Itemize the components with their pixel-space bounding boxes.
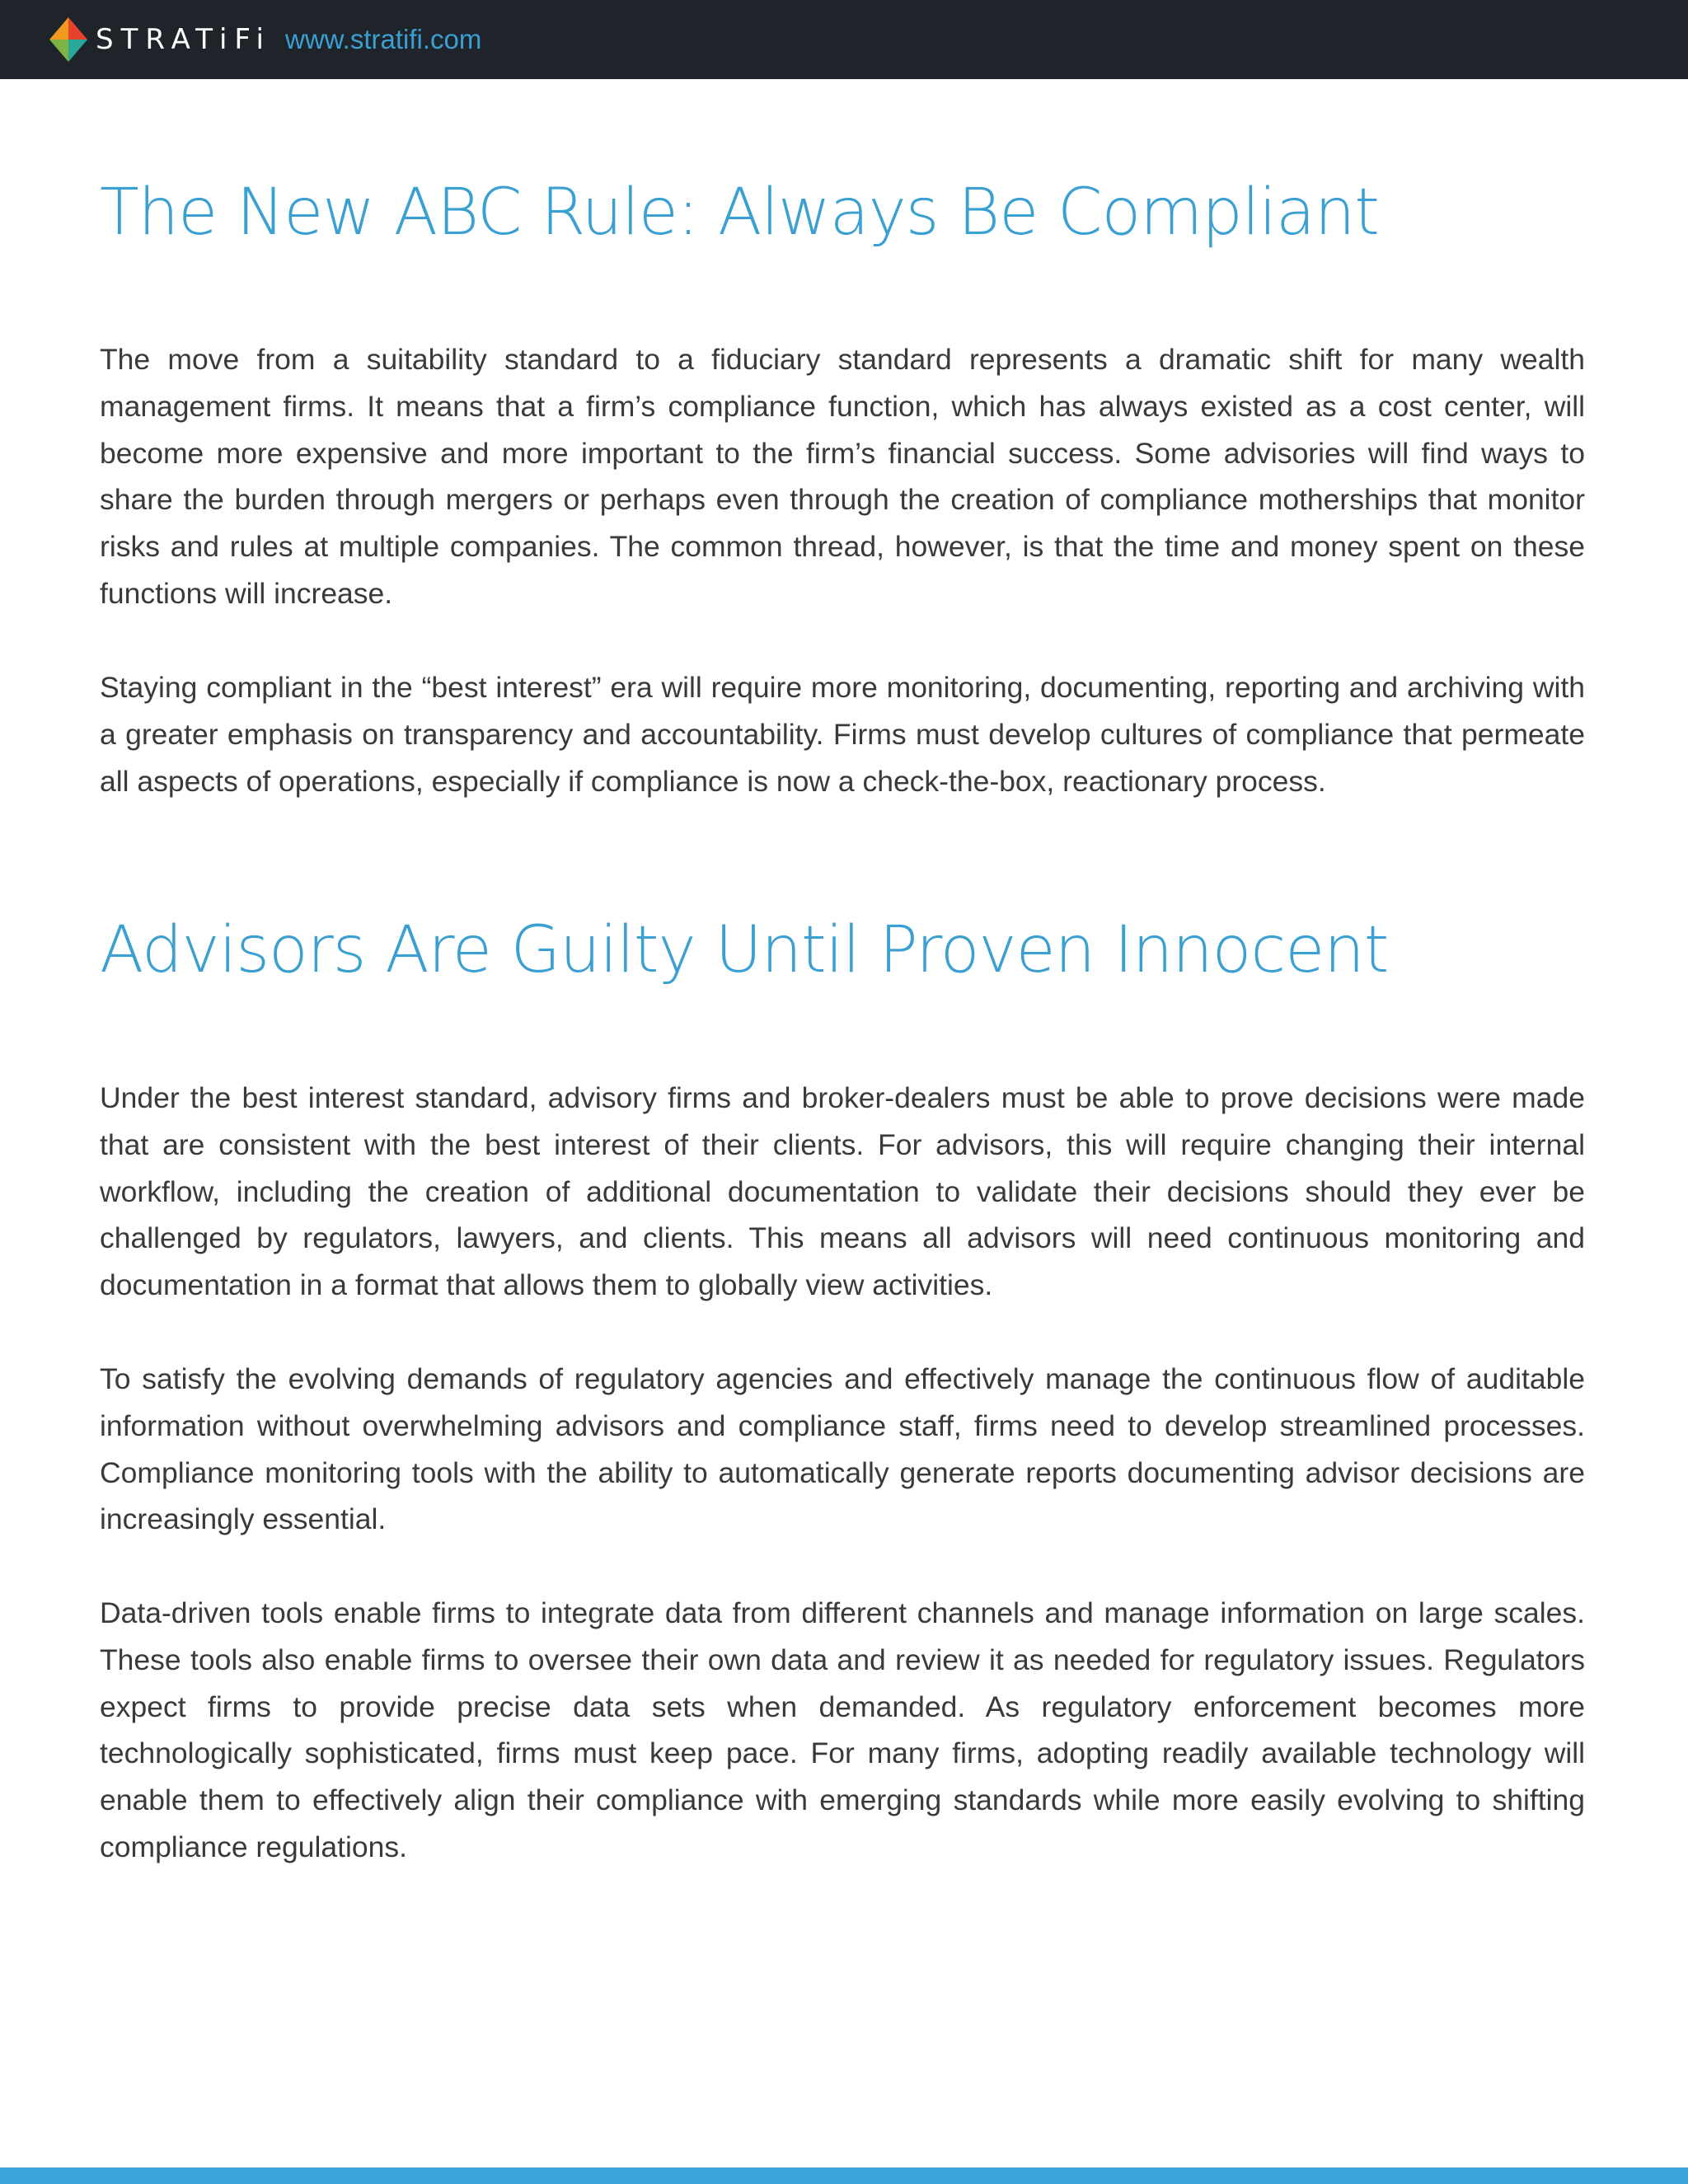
paragraph-fiduciary-shift: The move from a suitability standard to a fiduciary standard represents a dramatic shift for many wealth management firms. It means that a firm’s compliance function, which has always existed as a cost center, will become more expensive and more important to the firm’s financial success. Some advisories will find ways to share the burden through mergers or perhaps even through the creation of compliance motherships that monitor risks and rules at multiple companies. The common thread, however, is that the time and money spent on these functions will increase.	[100, 343, 1585, 610]
footer-accent-bar	[0, 2168, 1688, 2184]
paragraph-streamlined-processes: To satisfy the evolving demands of regulatory agencies and effectively manage the continuous flow of auditable information without overwhelming advisors and compliance staff, firms need to develop streamlined processes. Compliance monitoring tools with the ability to automatically generate reports documenting advisor decisions are increasingly essential.	[100, 1362, 1585, 1536]
site-url-link[interactable]: www.stratifi.com	[285, 24, 482, 54]
brand-name: STRATiFi	[96, 23, 271, 56]
section-heading-guilty-until-proven: Advisors Are Guilty Until Proven Innocent	[100, 913, 1389, 987]
paragraph-prove-decisions: Under the best interest standard, advisory firms and broker-dealers must be able to prove decisions were made that are consistent with the best interest of their clients. For advisors, this will require changing their internal workflow, including the creation of additional documentation to validate their decisions should they ever be challenged by regulators, lawyers, and clients. This means all advisors will need continuous monitoring and documentation in a format that allows them to globally view activities.	[100, 1081, 1585, 1302]
header-bar	[0, 0, 1688, 79]
paragraph-data-driven-tools: Data-driven tools enable firms to integrate data from different channels and manage information on large scales. These tools also enable firms to oversee their own data and review it as needed for regulatory issues. Regulators expect firms to provide precise data sets when demanded. As regulatory enforcement becomes more technologically sophisticated, firms must keep pace. For many firms, adopting readily available technology will enable them to effectively align their compliance with emerging standards while more easily evolving to shifting compliance regulations.	[100, 1596, 1585, 1863]
paragraph-best-interest-era: Staying compliant in the “best interest” era will require more monitoring, documenting, reporting and archiving with a greater emphasis on transparency and accountability. Firms must develop cultures of compliance that permeate all aspects of operations, especially if compliance is now a check-the-box, reactionary process.	[100, 671, 1585, 798]
stratifi-logo-icon	[49, 17, 87, 62]
section-heading-abc-rule: The New ABC Rule: Always Be Compliant	[100, 176, 1379, 250]
